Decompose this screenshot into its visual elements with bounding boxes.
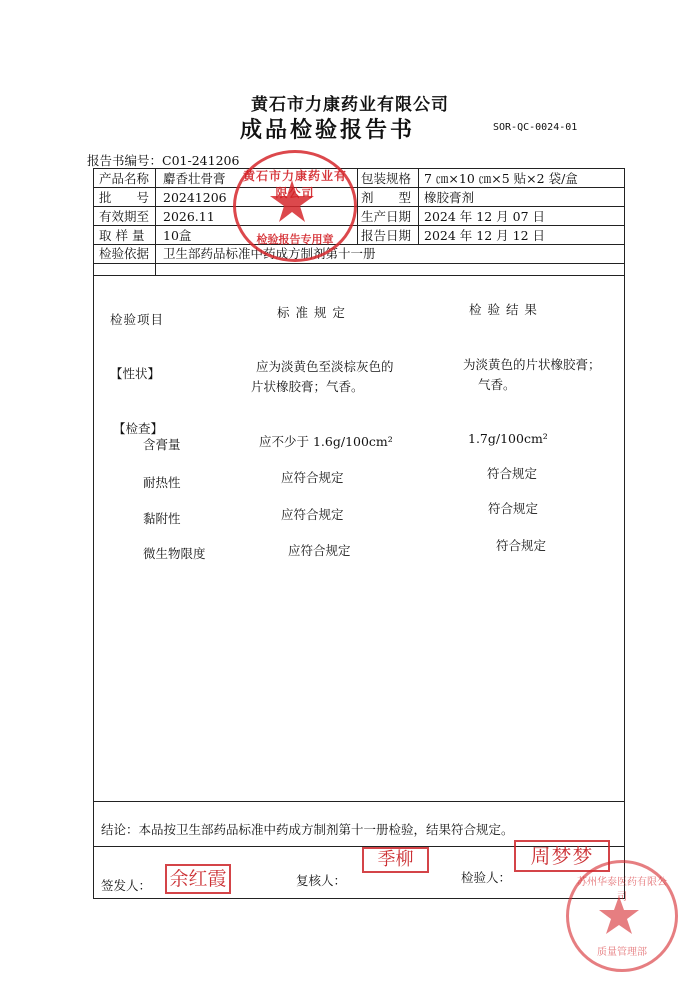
report-frame [93,168,625,899]
grid-line [93,263,625,264]
spec-value: 7 ㎝×10 ㎝×5 贴×2 袋/盒 [424,171,578,186]
production-date: 2024 年 12 月 07 日 [424,209,545,224]
test-item: 含膏量 [143,437,181,452]
column-header-standard: 标 准 规 定 [277,305,346,320]
form-number: SOR-QC-0024-01 [493,122,578,133]
dosage-value: 橡胶膏剂 [424,190,475,205]
grid-line [93,801,625,802]
test-result: 符合规定 [496,538,547,553]
test-standard: 应符合规定 [288,543,351,558]
column-header-result: 检 验 结 果 [469,302,538,317]
traits-result-line1: 为淡黄色的片状橡胶膏； [463,357,601,372]
traits-standard-line1: 应为淡黄色至淡棕灰色的 [256,359,394,374]
expiry-label: 有效期至 [99,209,150,224]
test-standard: 应符合规定 [281,470,344,485]
column-header-item: 检验项目 [110,312,165,327]
basis-value: 卫生部药品标准中药成方制剂第十一册 [163,246,376,261]
batch-label: 批 号 [99,190,150,205]
grid-line [155,168,156,275]
test-item: 微生物限度 [143,546,206,561]
report-date-label: 报告日期 [361,228,412,243]
test-item: 耐热性 [143,475,181,490]
company-seal [233,150,357,262]
traits-standard-line2: 片状橡胶膏；气香。 [251,379,364,394]
issuer-signature-stamp: 余红霞 [165,864,231,894]
traits-result-line2: 气香。 [478,377,516,392]
sample-value: 10盒 [163,228,192,243]
quality-dept-seal [566,860,678,972]
product-name: 麝香壮骨膏 [163,171,226,186]
test-standard: 应不少于 1.6g/100cm² [259,434,393,449]
expiry-value: 2026.11 [163,209,215,224]
production-date-label: 生产日期 [361,209,412,224]
inspector-signature-stamp: 周梦梦 [514,840,610,872]
report-number: C01-241206 [162,153,240,168]
report-number-label: 报告书编号： [87,153,163,168]
issuer-label: 签发人： [101,878,152,893]
grid-line [93,275,625,276]
dosage-label: 剂 型 [361,190,412,205]
quality-seal-text: 苏州华泰医药有限公司 [577,877,667,903]
inspector-label: 检验人： [461,870,512,885]
test-item: 黏附性 [143,511,181,526]
company-seal-text: 黄石市力康药业有限公司 [242,169,347,200]
conclusion: 结论：本品按卫生部药品标准中药成方制剂第十一册检验，结果符合规定。 [101,822,514,837]
sample-label: 取 样 量 [99,228,145,243]
report-number-line [87,151,239,169]
reviewer-signature-stamp: 季柳 [362,847,429,873]
basis-label: 检验依据 [99,246,150,261]
grid-line [418,168,419,244]
product-name-label: 产品名称 [99,171,150,186]
spec-label: 包装规格 [361,171,412,186]
quality-seal-subtext: 质量管理部 [597,947,647,958]
company-name: 黄石市力康药业有限公司 [251,95,449,115]
company-seal-subtext: 检验报告专用章 [256,233,334,246]
report-date: 2024 年 12 月 12 日 [424,228,545,243]
test-standard: 应符合规定 [281,507,344,522]
report-title: 成品检验报告书 [240,117,416,143]
batch-value: 20241206 [163,190,227,205]
check-label: 【检查】 [113,421,164,436]
reviewer-label: 复核人： [296,873,347,888]
grid-line [357,168,358,244]
traits-label: 【性状】 [110,366,161,381]
test-result: 符合规定 [487,466,538,481]
test-result: 符合规定 [488,501,539,516]
test-result: 1.7g/100cm² [468,431,548,446]
